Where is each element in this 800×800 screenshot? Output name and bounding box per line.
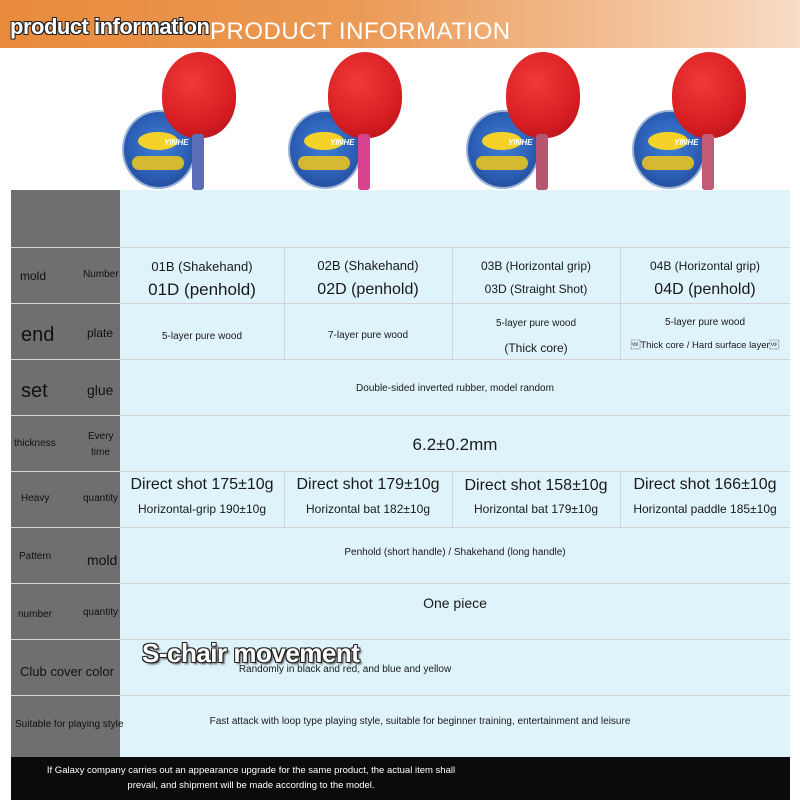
bat-cover-image: YINHE xyxy=(632,110,706,189)
footer-line-1: If Galaxy company carries out an appearance upgrade for the same product, the actual item shall xyxy=(46,765,456,776)
weight-cell-4-line2: Horizontal paddle 185±10g xyxy=(633,502,777,516)
weight-cell-4-line1: Direct shot 166±10g xyxy=(633,476,777,493)
style-value: Fast attack with loop type playing style, suitable for beginner training, entertainment and leisure xyxy=(209,716,631,727)
page-title: PRODUCT INFORMATION xyxy=(210,18,511,45)
row-label-thickness: thickness xyxy=(14,438,56,449)
plate-cell-2: 7-layer pure wood xyxy=(327,330,409,341)
weight-cell-3-line2: Horizontal bat 179±10g xyxy=(473,502,598,516)
model-cell-2-line1: 02B (Shakehand) xyxy=(317,258,419,273)
cover-value: Randomly in black and red, and blue and yellow xyxy=(238,664,452,675)
product-image-2 xyxy=(288,48,408,190)
thickness-value: 6.2±0.2mm xyxy=(412,435,498,454)
row-label-plate: plate xyxy=(87,326,114,340)
product-images xyxy=(0,48,800,190)
row-label-quantity: quantity xyxy=(83,493,119,504)
weight-cell-2-line2: Horizontal bat 182±10g xyxy=(305,502,430,516)
plate-cell-4-line1: 5-layer pure wood xyxy=(664,317,746,328)
bat-rubber-image xyxy=(162,52,236,138)
bat-handle-image xyxy=(702,134,714,190)
bat-rubber-image xyxy=(506,52,580,138)
row-label-cover-color: Club cover color xyxy=(20,664,114,679)
plate-cell-3-line1: 5-layer pure wood xyxy=(495,318,577,329)
overlay-caption: S-chair movement xyxy=(142,638,360,668)
bat-cover-image: YINHE xyxy=(122,110,196,189)
product-image-3 xyxy=(466,48,586,190)
model-cell-1-line1: 01B (Shakehand) xyxy=(151,259,253,274)
pattern-value: Penhold (short handle) / Shakehand (long handle) xyxy=(344,547,566,558)
row-label-mold-2: mold xyxy=(87,552,118,568)
model-cell-1-line2: 01D (penhold) xyxy=(148,280,256,299)
row-label-every: Every xyxy=(88,431,114,442)
model-cell-3-line2: 03D (Straight Shot) xyxy=(484,282,588,296)
overlay-title: product information xyxy=(10,14,210,39)
product-image-1 xyxy=(122,48,242,190)
row-label-quantity-2: quantity xyxy=(83,607,119,618)
bat-handle-image xyxy=(192,134,204,190)
row-label-set: set xyxy=(21,380,48,402)
bat-rubber-image xyxy=(672,52,746,138)
bat-handle-image xyxy=(358,134,370,190)
plate-cell-3-line2: (Thick core) xyxy=(504,341,568,355)
model-cell-2-line2: 02D (penhold) xyxy=(317,281,419,298)
bat-cover-image: YINHE xyxy=(466,110,540,189)
row-label-pattern: Pattern xyxy=(19,551,52,562)
footer-line-2: prevail, and shipment will be made according to the model. xyxy=(127,780,375,791)
row-label-playing-style: Suitable for playing style xyxy=(15,719,124,730)
number-value: One piece xyxy=(423,595,487,611)
model-cell-4-line2: 04D (penhold) xyxy=(654,281,756,298)
model-cell-3-line1: 03B (Horizontal grip) xyxy=(480,259,592,273)
header-banner xyxy=(0,0,800,48)
plate-cell-4-line2: Thick core / Hard surface layer xyxy=(630,340,780,351)
weight-cell-1-line1: Direct shot 175±10g xyxy=(130,476,274,493)
row-label-number-2: number xyxy=(18,609,52,620)
weight-cell-1-line2: Horizontal-grip 190±10g xyxy=(138,502,266,516)
row-label-end: end xyxy=(21,324,55,346)
weight-cell-2-line1: Direct shot 179±10g xyxy=(296,476,440,493)
bat-handle-image xyxy=(536,134,548,190)
plate-cell-1: 5-layer pure wood xyxy=(161,331,243,342)
row-label-number: Number xyxy=(83,269,119,280)
product-image-4 xyxy=(632,48,752,190)
row-label-mold: mold xyxy=(20,269,47,283)
bat-cover-image: YINHE xyxy=(288,110,362,189)
glue-value: Double-sided inverted rubber, model random xyxy=(356,383,554,394)
row-label-heavy: Heavy xyxy=(21,493,50,504)
spec-table xyxy=(11,190,790,757)
weight-cell-3-line1: Direct shot 158±10g xyxy=(464,477,608,494)
footer-notice xyxy=(11,757,790,800)
row-label-glue: glue xyxy=(87,382,114,398)
bat-rubber-image xyxy=(328,52,402,138)
row-label-time: time xyxy=(91,447,110,458)
model-cell-4-line1: 04B (Horizontal grip) xyxy=(649,259,761,273)
